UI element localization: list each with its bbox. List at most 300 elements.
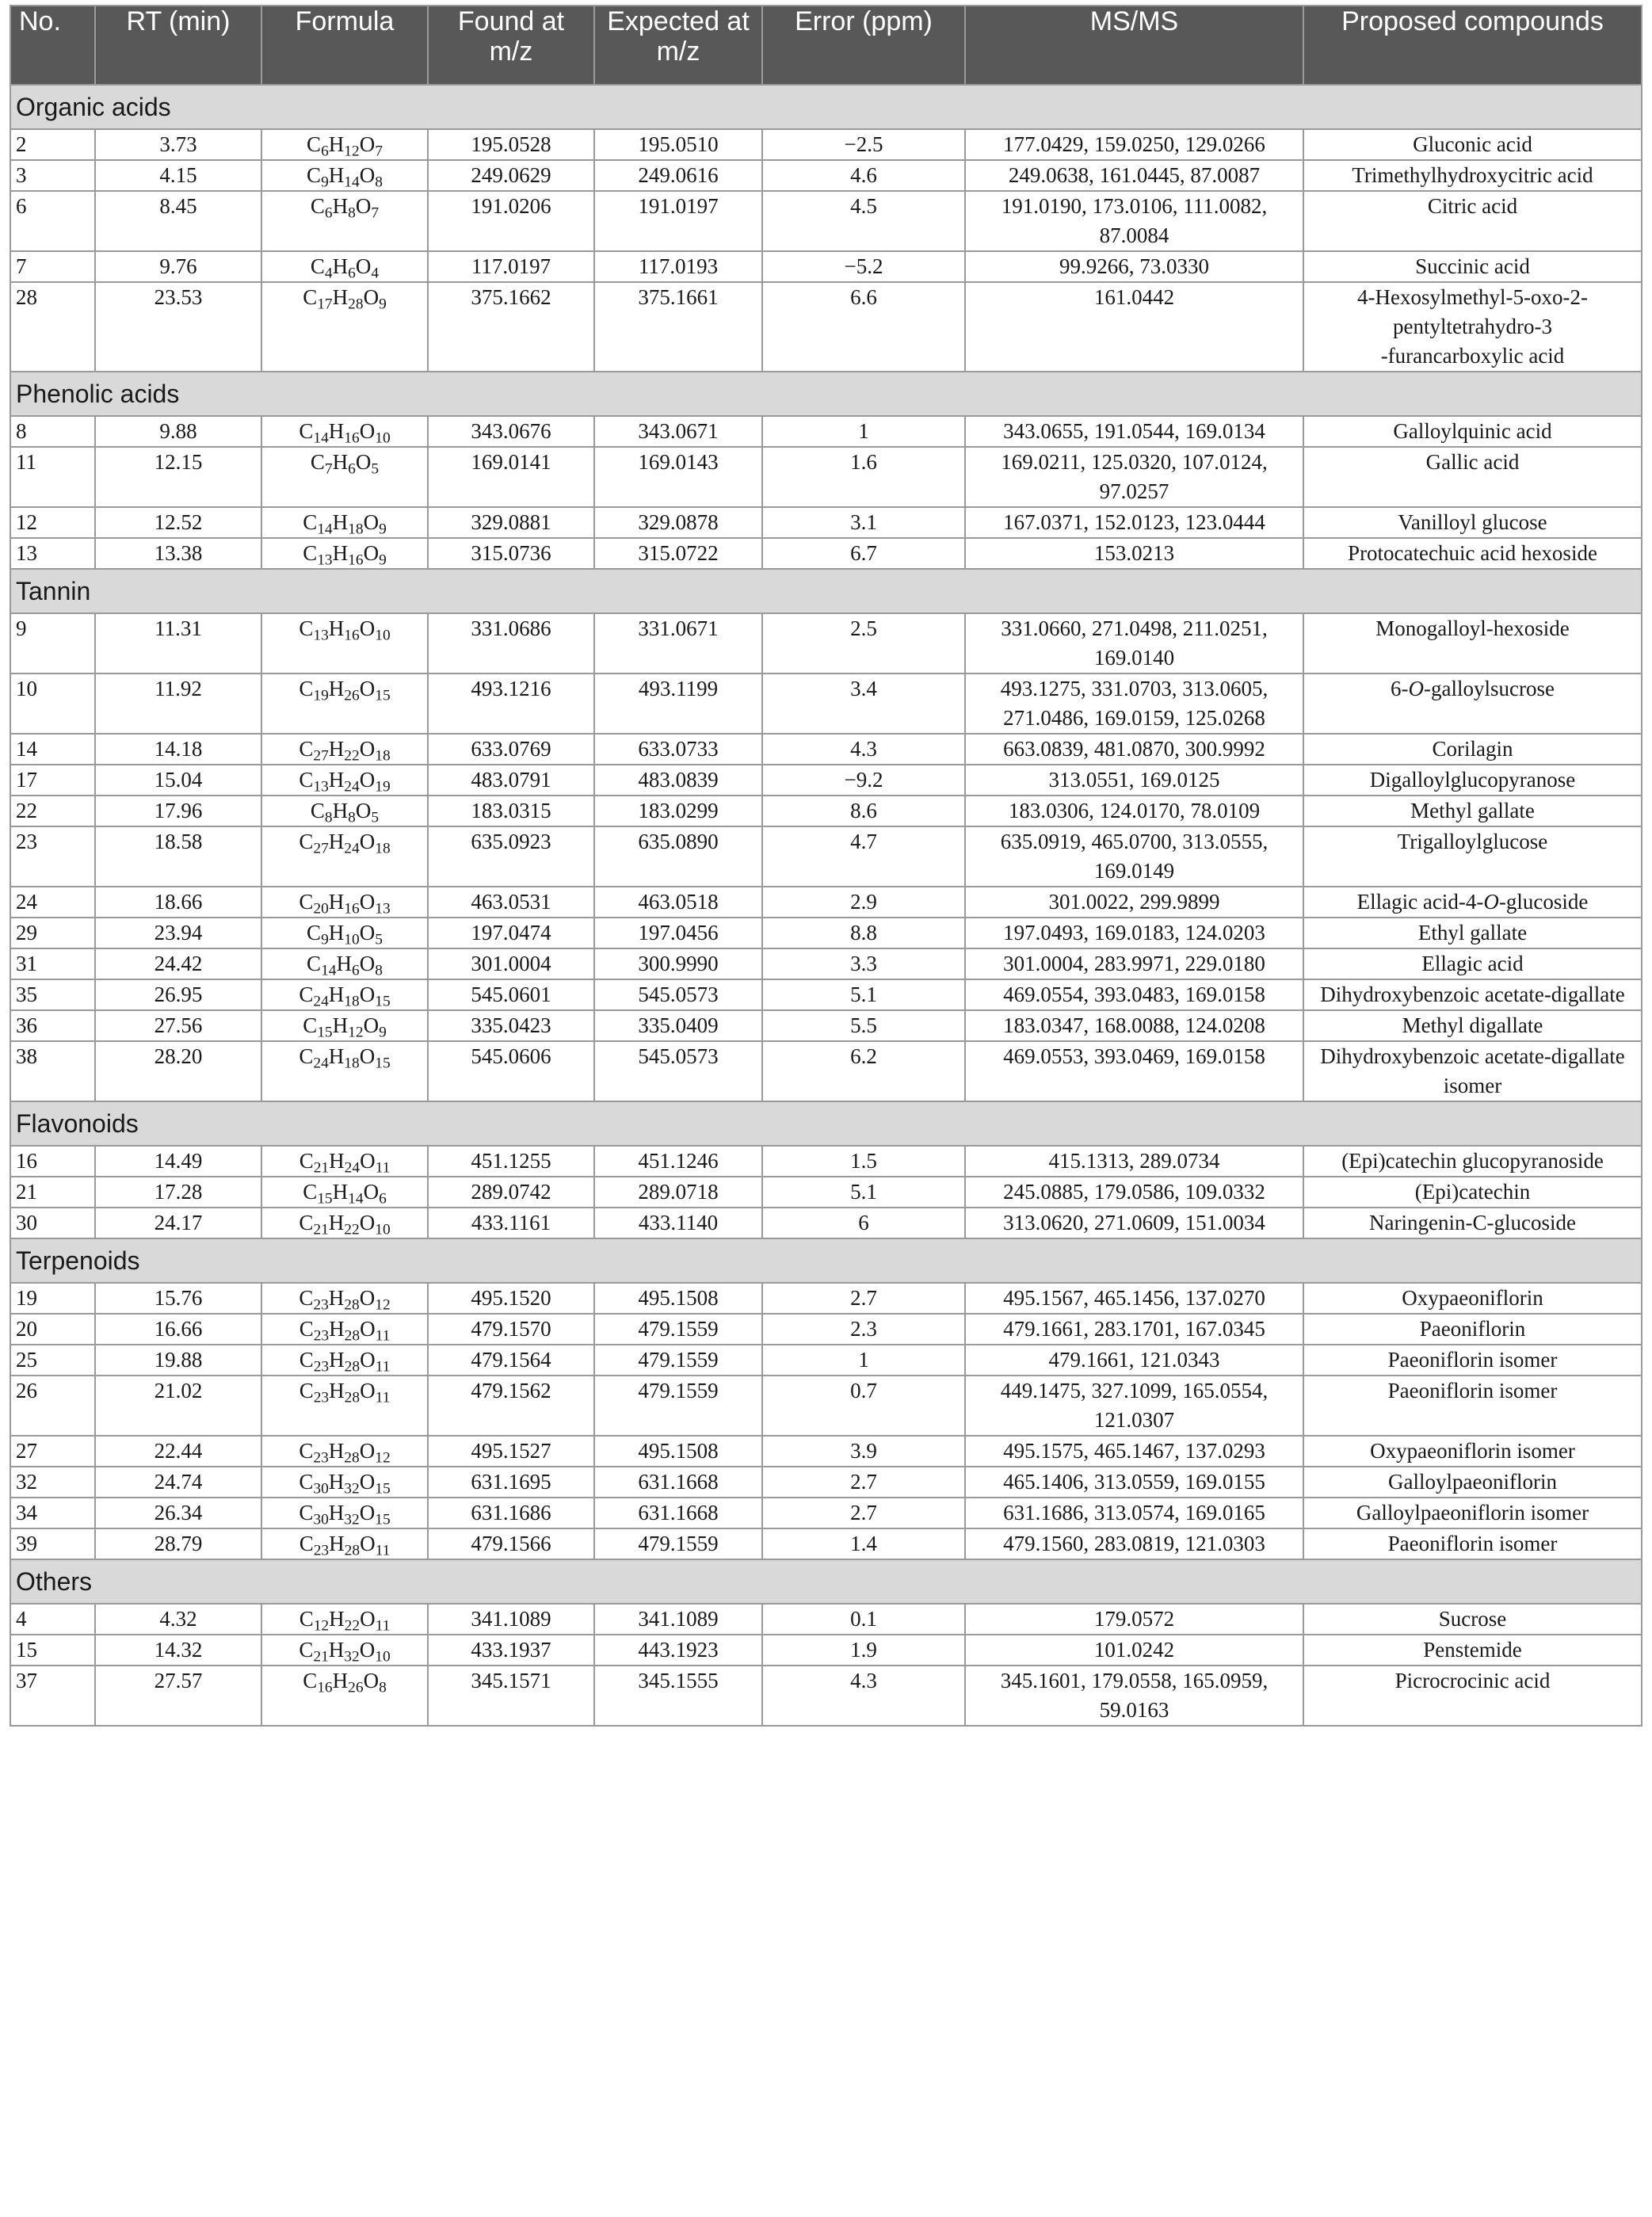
- cell-rt: 9.76: [95, 251, 261, 282]
- formula-count: 9: [321, 174, 329, 191]
- msms-line: 167.0371, 152.0123, 123.0444: [1003, 510, 1265, 534]
- formula-element: C: [299, 1211, 314, 1234]
- formula-count: 6: [379, 1190, 387, 1208]
- compound-line: Monogalloyl-hexoside: [1375, 616, 1570, 640]
- formula-element: H: [328, 132, 345, 156]
- formula-element: H: [332, 285, 349, 309]
- cell-rt: 13.38: [95, 538, 261, 569]
- cell-no: 32: [10, 1467, 95, 1498]
- cell-expected: 479.1559: [594, 1376, 762, 1436]
- cell-found: 197.0474: [428, 918, 594, 948]
- cell-rt: 4.32: [95, 1604, 261, 1635]
- cell-msms: [965, 129, 1303, 160]
- formula-element: H: [329, 1379, 345, 1402]
- cell-rt: 24.42: [95, 948, 261, 979]
- formula-element: H: [328, 1638, 345, 1662]
- cell-compound: [1303, 1345, 1642, 1376]
- cell-expected: 545.0573: [594, 1041, 762, 1101]
- formula-element: O: [360, 1317, 376, 1341]
- msms-line: 101.0242: [1093, 1638, 1175, 1662]
- formula-element: H: [328, 921, 345, 944]
- formula-count: 14: [348, 1190, 364, 1208]
- cell-error: 0.1: [762, 1604, 965, 1635]
- msms-line: 495.1567, 465.1456, 137.0270: [1003, 1286, 1265, 1310]
- cell-no: 13: [10, 538, 95, 569]
- formula-element: C: [299, 830, 314, 853]
- cell-no: 23: [10, 826, 95, 887]
- msms-line: 301.0004, 283.9971, 229.0180: [1003, 952, 1265, 975]
- cell-expected: 483.0839: [594, 765, 762, 796]
- table-row: [10, 948, 1642, 979]
- formula-element: C: [299, 677, 314, 700]
- formula-count: 7: [375, 143, 383, 160]
- compound-line: -furancarboxylic acid: [1380, 344, 1565, 368]
- cell-expected: 443.1923: [594, 1635, 762, 1666]
- formula-element: C: [299, 1149, 314, 1173]
- cell-expected: 117.0193: [594, 251, 762, 282]
- msms-line: 245.0885, 179.0586, 109.0332: [1003, 1180, 1265, 1204]
- cell-found: 433.1161: [428, 1208, 594, 1238]
- formula-count: 23: [313, 1358, 330, 1376]
- cell-compound: [1303, 796, 1642, 826]
- formula-count: 24: [344, 778, 360, 796]
- formula-element: C: [299, 1607, 314, 1631]
- formula-count: 28: [344, 1358, 361, 1376]
- formula-count: 8: [375, 962, 383, 979]
- cell-formula: [261, 765, 428, 796]
- cell-found: 195.0528: [428, 129, 594, 160]
- cell-found: 375.1662: [428, 282, 594, 372]
- cell-no: 14: [10, 734, 95, 765]
- formula-element: O: [360, 1149, 376, 1173]
- cell-error: 1.9: [762, 1635, 965, 1666]
- cell-formula: [261, 538, 428, 569]
- compound-line: Galloylpaeoniflorin: [1388, 1470, 1557, 1494]
- formula-element: O: [359, 1044, 376, 1068]
- cell-expected: 633.0733: [594, 734, 762, 765]
- cell-error: 1.6: [762, 447, 965, 507]
- compound-line: Oxypaeoniflorin: [1402, 1286, 1543, 1310]
- formula-element: O: [359, 1638, 376, 1662]
- formula-count: 15: [375, 1480, 391, 1498]
- formula-element: C: [310, 254, 325, 278]
- formula-element: C: [303, 541, 318, 565]
- table-body: [10, 85, 1642, 1726]
- formula-element: C: [299, 737, 314, 761]
- cell-error: 3.3: [762, 948, 965, 979]
- msms-line: 663.0839, 481.0870, 300.9992: [1003, 737, 1265, 761]
- cell-rt: 14.18: [95, 734, 261, 765]
- compound-line: Paeoniflorin isomer: [1387, 1348, 1558, 1372]
- cell-found: 117.0197: [428, 251, 594, 282]
- formula-count: 8: [379, 1679, 387, 1696]
- formula-count: 6: [321, 143, 329, 160]
- cell-found: 433.1937: [428, 1635, 594, 1666]
- cell-msms: [965, 918, 1303, 948]
- cell-rt: 26.95: [95, 979, 261, 1010]
- cell-msms: [965, 734, 1303, 765]
- table-row: [10, 796, 1642, 826]
- msms-line: 479.1661, 283.1701, 167.0345: [1003, 1317, 1265, 1341]
- cell-error: 2.9: [762, 887, 965, 918]
- formula-element: O: [359, 1211, 376, 1234]
- formula-element: O: [359, 952, 376, 975]
- cell-no: 37: [10, 1666, 95, 1726]
- compound-line: Digalloylglucopyranose: [1369, 768, 1576, 792]
- cell-found: 479.1562: [428, 1376, 594, 1436]
- table-row: [10, 887, 1642, 918]
- formula-count: 11: [375, 1358, 391, 1376]
- table-row: [10, 613, 1642, 673]
- cell-expected: 493.1199: [594, 673, 762, 734]
- formula-count: 15: [375, 993, 391, 1010]
- compound-line: Penstemide: [1423, 1638, 1522, 1662]
- formula-element: H: [328, 1470, 345, 1494]
- formula-element: H: [332, 1669, 349, 1692]
- msms-line: 169.0149: [1093, 859, 1175, 883]
- cell-found: 463.0531: [428, 887, 594, 918]
- cell-msms: [965, 1208, 1303, 1238]
- compound-line: Picrocrocinic acid: [1394, 1669, 1551, 1692]
- compound-line: Methyl gallate: [1410, 799, 1535, 822]
- formula-element: O: [363, 1180, 380, 1204]
- cell-formula: [261, 251, 428, 282]
- msms-line: 183.0347, 168.0088, 124.0208: [1003, 1013, 1265, 1037]
- formula-element: O: [359, 1470, 376, 1494]
- cell-no: 29: [10, 918, 95, 948]
- cell-compound: [1303, 734, 1642, 765]
- table-row: [10, 673, 1642, 734]
- cell-expected: 479.1559: [594, 1314, 762, 1345]
- cell-found: 545.0601: [428, 979, 594, 1010]
- cell-found: 479.1566: [428, 1528, 594, 1559]
- compound-line: 4-Hexosylmethyl-5-oxo-2-: [1357, 285, 1588, 309]
- cell-compound: [1303, 613, 1642, 673]
- cell-found: 635.0923: [428, 826, 594, 887]
- cell-found: 495.1527: [428, 1436, 594, 1467]
- cell-formula: [261, 507, 428, 538]
- formula-element: O: [360, 1379, 376, 1402]
- cell-rt: 24.74: [95, 1467, 261, 1498]
- cell-msms: [965, 1177, 1303, 1208]
- msms-line: 121.0307: [1093, 1408, 1175, 1432]
- cell-found: 329.0881: [428, 507, 594, 538]
- cell-no: 8: [10, 416, 95, 447]
- cell-no: 24: [10, 887, 95, 918]
- cell-msms: [965, 765, 1303, 796]
- formula-count: 10: [375, 429, 391, 447]
- cell-expected: 375.1661: [594, 282, 762, 372]
- cell-formula: [261, 887, 428, 918]
- cell-formula: [261, 796, 428, 826]
- cell-error: 4.6: [762, 160, 965, 191]
- cell-rt: 21.02: [95, 1376, 261, 1436]
- msms-line: 183.0306, 124.0170, 78.0109: [1008, 799, 1261, 822]
- table-row: [10, 1177, 1642, 1208]
- msms-line: 469.0554, 393.0483, 169.0158: [1003, 983, 1265, 1006]
- msms-line: 479.1560, 283.0819, 121.0303: [1003, 1532, 1265, 1555]
- msms-line: 331.0660, 271.0498, 211.0251,: [1001, 616, 1268, 640]
- section-heading: Organic acids: [10, 85, 1642, 129]
- table-row: [10, 1604, 1642, 1635]
- cell-no: 27: [10, 1436, 95, 1467]
- cell-msms: [965, 416, 1303, 447]
- section-heading: Tannin: [10, 569, 1642, 613]
- table-row: [10, 918, 1642, 948]
- cell-error: 2.7: [762, 1283, 965, 1314]
- cell-no: 34: [10, 1498, 95, 1528]
- cell-rt: 24.17: [95, 1208, 261, 1238]
- cell-compound: [1303, 1467, 1642, 1498]
- msms-line: 415.1313, 289.0734: [1048, 1149, 1220, 1173]
- msms-line: 169.0211, 125.0320, 107.0124,: [1001, 450, 1268, 474]
- cell-msms: [965, 979, 1303, 1010]
- formula-count: 23: [313, 1389, 330, 1406]
- cell-formula: [261, 1010, 428, 1041]
- cell-formula: [261, 416, 428, 447]
- cell-formula: [261, 160, 428, 191]
- msms-line: 301.0022, 299.9899: [1048, 890, 1220, 914]
- msms-line: 177.0429, 159.0250, 129.0266: [1003, 132, 1265, 156]
- formula-count: 11: [375, 1159, 391, 1177]
- cell-rt: 15.76: [95, 1283, 261, 1314]
- cell-expected: 635.0890: [594, 826, 762, 887]
- cell-msms: [965, 796, 1303, 826]
- section-heading: Phenolic acids: [10, 372, 1642, 416]
- formula-count: 14: [344, 174, 360, 191]
- table-row: [10, 160, 1642, 191]
- table-row: [10, 1345, 1642, 1376]
- cell-error: 6.7: [762, 538, 965, 569]
- cell-compound: [1303, 447, 1642, 507]
- formula-element: O: [359, 768, 376, 792]
- formula-count: 16: [344, 627, 360, 644]
- formula-count: 6: [352, 962, 360, 979]
- cell-expected: 300.9990: [594, 948, 762, 979]
- msms-line: 271.0486, 169.0159, 125.0268: [1003, 706, 1265, 730]
- cell-rt: 8.45: [95, 191, 261, 251]
- cell-expected: 463.0518: [594, 887, 762, 918]
- table-row: [10, 1635, 1642, 1666]
- formula-element: C: [299, 983, 314, 1006]
- formula-count: 28: [344, 1327, 361, 1345]
- cell-no: 2: [10, 129, 95, 160]
- cell-rt: 3.73: [95, 129, 261, 160]
- cell-msms: [965, 191, 1303, 251]
- cell-error: 0.7: [762, 1376, 965, 1436]
- cell-compound: [1303, 191, 1642, 251]
- cell-error: 2.7: [762, 1467, 965, 1498]
- table-row: [10, 826, 1642, 887]
- cell-formula: [261, 1376, 428, 1436]
- cell-no: 28: [10, 282, 95, 372]
- formula-count: 27: [313, 840, 329, 857]
- formula-element: H: [328, 1501, 345, 1524]
- cell-no: 26: [10, 1376, 95, 1436]
- table-row: [10, 1208, 1642, 1238]
- cell-error: 3.1: [762, 507, 965, 538]
- header-formula: Formula: [261, 6, 428, 85]
- formula-element: O: [363, 1669, 380, 1692]
- cell-no: 12: [10, 507, 95, 538]
- formula-element: O: [360, 1532, 376, 1555]
- compound-line: Ellagic acid-4-O-glucoside: [1356, 890, 1589, 914]
- formula-count: 32: [344, 1511, 360, 1528]
- compound-line: (Epi)catechin glucopyranoside: [1341, 1149, 1604, 1173]
- cell-error: 3.9: [762, 1436, 965, 1467]
- formula-count: 30: [313, 1480, 329, 1498]
- formula-element: O: [359, 1501, 376, 1524]
- cell-formula: [261, 1283, 428, 1314]
- cell-no: 15: [10, 1635, 95, 1666]
- cell-error: 6: [762, 1208, 965, 1238]
- formula-count: 22: [344, 1617, 361, 1635]
- formula-element: O: [355, 450, 372, 474]
- cell-found: 479.1570: [428, 1314, 594, 1345]
- cell-rt: 14.49: [95, 1146, 261, 1177]
- section-row: [10, 1101, 1642, 1146]
- cell-no: 21: [10, 1177, 95, 1208]
- formula-count: 8: [375, 174, 383, 191]
- formula-count: 24: [344, 1159, 361, 1177]
- cell-msms: [965, 613, 1303, 673]
- formula-count: 15: [317, 1190, 333, 1208]
- formula-count: 16: [317, 1679, 333, 1696]
- cell-compound: [1303, 1208, 1642, 1238]
- compound-line: Paeoniflorin isomer: [1387, 1532, 1558, 1555]
- formula-element: C: [307, 132, 322, 156]
- formula-element: H: [328, 1044, 345, 1068]
- msms-line: 345.1601, 179.0558, 165.0959,: [1000, 1669, 1269, 1692]
- section-heading: Others: [10, 1559, 1642, 1604]
- header-rt: RT (min): [95, 6, 261, 85]
- cell-no: 7: [10, 251, 95, 282]
- formula-count: 9: [379, 296, 387, 313]
- cell-no: 16: [10, 1146, 95, 1177]
- cell-expected: 479.1559: [594, 1345, 762, 1376]
- formula-element: H: [328, 616, 345, 640]
- cell-found: 183.0315: [428, 796, 594, 826]
- cell-expected: 331.0671: [594, 613, 762, 673]
- formula-count: 18: [375, 747, 391, 765]
- cell-msms: [965, 1146, 1303, 1177]
- msms-line: 465.1406, 313.0559, 169.0155: [1003, 1470, 1265, 1494]
- formula-count: 16: [348, 551, 364, 569]
- cell-msms: [965, 1604, 1303, 1635]
- cell-msms: [965, 160, 1303, 191]
- cell-formula: [261, 1528, 428, 1559]
- cell-compound: [1303, 160, 1642, 191]
- formula-count: 8: [348, 809, 356, 826]
- cell-formula: [261, 447, 428, 507]
- cell-error: 5.1: [762, 979, 965, 1010]
- table-row: [10, 447, 1642, 507]
- formula-count: 28: [348, 296, 364, 313]
- cell-found: 345.1571: [428, 1666, 594, 1726]
- section-heading: Terpenoids: [10, 1238, 1642, 1283]
- formula-element: H: [329, 1348, 345, 1372]
- formula-count: 16: [344, 900, 360, 918]
- header-row: [10, 6, 1642, 85]
- cell-error: 5.5: [762, 1010, 965, 1041]
- formula-element: H: [328, 830, 345, 853]
- formula-element: C: [299, 1638, 314, 1662]
- msms-line: 99.9266, 73.0330: [1059, 254, 1209, 278]
- compound-line: Succinic acid: [1415, 254, 1530, 278]
- compound-line: Ethyl gallate: [1417, 921, 1528, 944]
- compound-line: isomer: [1443, 1074, 1502, 1097]
- section-heading: Flavonoids: [10, 1101, 1642, 1146]
- cell-formula: [261, 1467, 428, 1498]
- formula-count: 26: [348, 1679, 364, 1696]
- cell-rt: 11.31: [95, 613, 261, 673]
- cell-error: 5.1: [762, 1177, 965, 1208]
- table-row: [10, 191, 1642, 251]
- cell-error: 2.5: [762, 613, 965, 673]
- cell-compound: [1303, 1177, 1642, 1208]
- formula-count: 15: [317, 1024, 333, 1041]
- formula-count: 26: [344, 687, 360, 704]
- cell-expected: 289.0718: [594, 1177, 762, 1208]
- formula-element: H: [328, 677, 345, 700]
- cell-found: 545.0606: [428, 1041, 594, 1101]
- formula-element: H: [332, 541, 349, 565]
- cell-formula: [261, 734, 428, 765]
- cell-found: 315.0736: [428, 538, 594, 569]
- formula-element: H: [329, 1149, 345, 1173]
- formula-element: C: [299, 616, 314, 640]
- formula-element: C: [303, 1013, 318, 1037]
- formula-element: O: [359, 163, 376, 187]
- cell-found: 631.1686: [428, 1498, 594, 1528]
- formula-element: C: [303, 1669, 318, 1692]
- cell-formula: [261, 1345, 428, 1376]
- cell-compound: [1303, 1376, 1642, 1436]
- cell-formula: [261, 1436, 428, 1467]
- formula-element: O: [363, 1013, 380, 1037]
- compound-line: 6-O-galloylsucrose: [1391, 677, 1555, 700]
- formula-count: 16: [344, 429, 360, 447]
- table-row: [10, 1376, 1642, 1436]
- formula-element: H: [328, 1211, 345, 1234]
- msms-line: 97.0257: [1099, 479, 1169, 503]
- formula-count: 30: [313, 1511, 329, 1528]
- cell-compound: [1303, 507, 1642, 538]
- msms-line: 479.1661, 121.0343: [1048, 1348, 1220, 1372]
- msms-line: 493.1275, 331.0703, 313.0605,: [1000, 677, 1269, 700]
- formula-element: O: [359, 419, 376, 443]
- cell-rt: 4.15: [95, 160, 261, 191]
- msms-line: 631.1686, 313.0574, 169.0165: [1003, 1501, 1265, 1524]
- cell-rt: 26.34: [95, 1498, 261, 1528]
- compound-line: Galloylquinic acid: [1393, 419, 1552, 443]
- formula-count: 15: [375, 687, 391, 704]
- formula-count: 13: [313, 778, 329, 796]
- header-error: Error (ppm): [762, 6, 965, 85]
- formula-count: 15: [375, 1511, 391, 1528]
- formula-count: 14: [313, 429, 329, 447]
- cell-no: 31: [10, 948, 95, 979]
- cell-expected: 545.0573: [594, 979, 762, 1010]
- cell-compound: [1303, 1436, 1642, 1467]
- cell-no: 6: [10, 191, 95, 251]
- cell-compound: [1303, 918, 1642, 948]
- formula-count: 10: [375, 1221, 391, 1238]
- cell-rt: 18.66: [95, 887, 261, 918]
- formula-count: 6: [324, 204, 333, 222]
- formula-count: 23: [313, 1542, 330, 1559]
- msms-line: 249.0638, 161.0445, 87.0087: [1008, 163, 1261, 187]
